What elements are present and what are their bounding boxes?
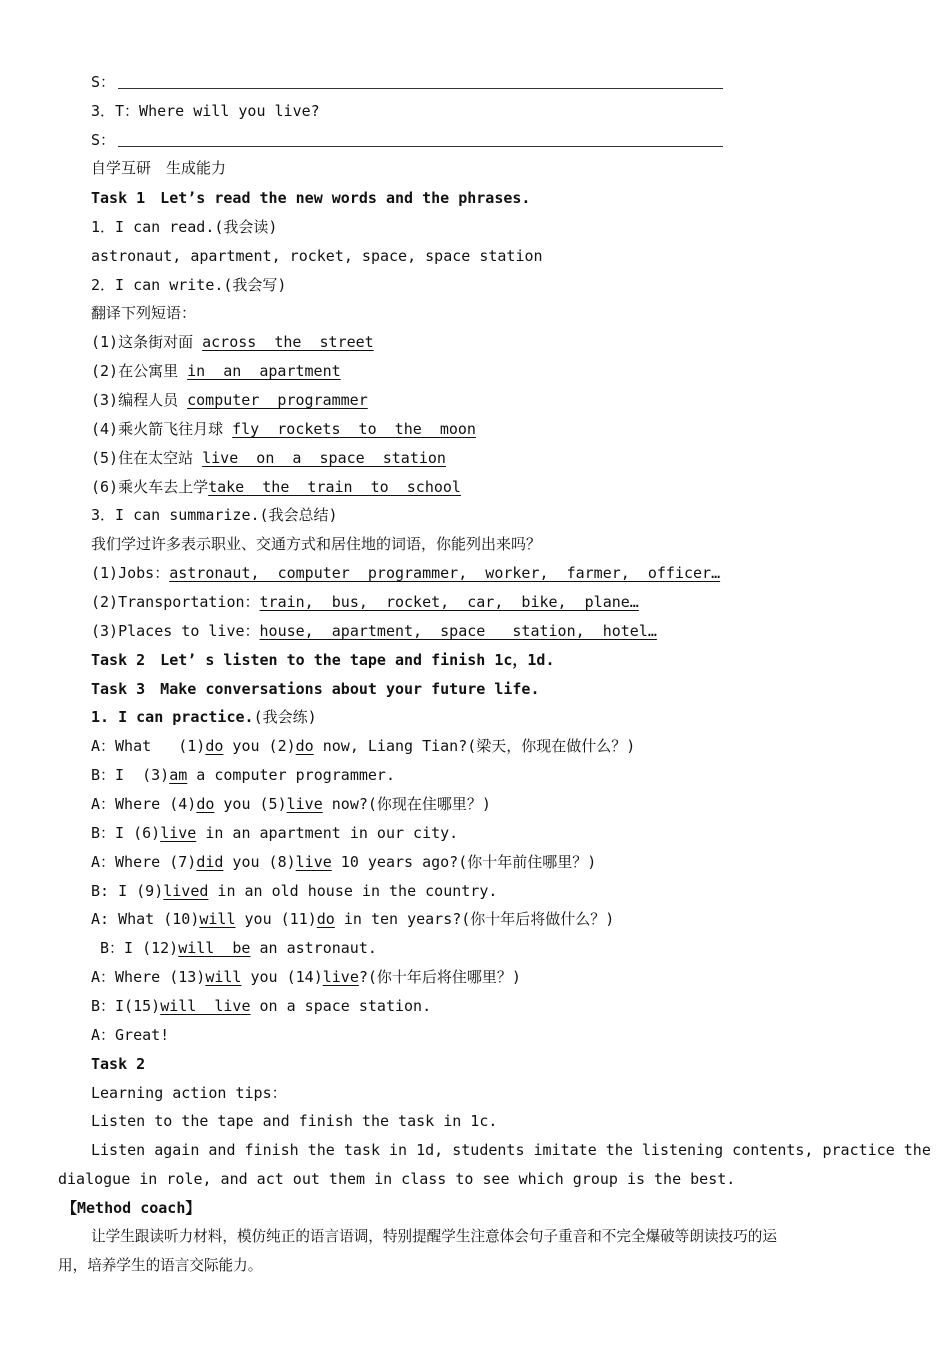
translate-instruction: 翻译下列短语： (91, 304, 197, 322)
task1-title: Task 1 Let’s read the new words and the phrases. (91, 189, 531, 207)
phrase-item (91, 330, 374, 354)
read-words: astronaut, apartment, rocket, space, space station (91, 247, 543, 265)
list-answer: house, apartment, space station, hotel… (259, 622, 657, 640)
practice-heading-en: 1. I can practice. (91, 708, 254, 726)
dialogue-answer: am (169, 766, 188, 784)
phrase-prompt: (5)住在太空站 (91, 449, 203, 467)
dialogue-text: now, Liang Tian?(梁天，你现在做什么？) (313, 737, 636, 755)
student-answer-label: S： (91, 73, 116, 91)
dialogue-line (91, 763, 395, 787)
dialogue-answer: live (160, 824, 197, 842)
section-title: 自学互研 生成能力 (91, 159, 227, 177)
summarize-question: 我们学过许多表示职业、交通方式和居住地的词语，你能列出来吗？ (91, 535, 542, 553)
dialogue-text: A：Where (4) (91, 795, 197, 813)
phrase-prompt: (2)在公寓里 (91, 362, 188, 380)
dialogue-text: ?(你十年后将住哪里？) (358, 968, 521, 986)
dialogue-answer: did (196, 853, 224, 871)
dialogue-line (91, 1023, 169, 1047)
dialogue-answer: will live (160, 997, 251, 1015)
phrase-prompt: (3)编程人员 (91, 391, 188, 409)
dialogue-text: you (8) (223, 853, 296, 871)
practice-heading (91, 705, 317, 729)
dialogue-text: A：Where (7) (91, 853, 197, 871)
dialogue-text: A：What (1) (91, 737, 206, 755)
dialogue-text: you (2) (223, 737, 296, 755)
answer-blank-line (118, 146, 723, 147)
method-coach-text: 用，培养学生的语言交际能力。 (58, 1257, 263, 1274)
method-coach-text: 让学生跟读听力材料，模仿纯正的语言语调，特别提醒学生注意体会句子重音和不完全爆破等朗读技巧的运 (91, 1228, 777, 1245)
dialogue-answer: live (286, 795, 323, 813)
phrase-prompt: (6)乘火车去上学 (91, 478, 209, 496)
dialogue-text: you (5) (214, 795, 287, 813)
tips-line: Listen again and finish the task in 1d, students imitate the listening contents, practice the (91, 1141, 931, 1159)
phrase-item (91, 417, 476, 441)
phrase-answer: take the train to school (208, 478, 461, 496)
task2-title: Task 2 Let’ s listen to the tape and finish 1c，1d. (91, 651, 555, 669)
dialogue-text: B：I(15) (91, 997, 161, 1015)
list-answer: train, bus, rocket, car, bike, plane… (259, 593, 639, 611)
phrase-prompt: (1)这条街对面 (91, 333, 203, 351)
list-prompt: (3)Places to live： (91, 622, 260, 640)
list-prompt: (2)Transportation： (91, 593, 260, 611)
list-item (91, 590, 639, 614)
dialogue-line (91, 792, 491, 816)
dialogue-answer: do (196, 795, 215, 813)
dialogue-text: B: I (9) (91, 882, 164, 900)
dialogue-answer: do (205, 737, 224, 755)
dialogue-answer: live (295, 853, 332, 871)
dialogue-answer: do (316, 910, 335, 928)
dialogue-answer: live (322, 968, 359, 986)
phrase-item (91, 388, 368, 412)
dialogue-line (91, 965, 521, 989)
dialogue-text: in an apartment in our city. (196, 824, 459, 842)
dialogue-text: A：Great! (91, 1026, 170, 1044)
dialogue-answer: will be (178, 939, 251, 957)
phrase-answer: across the street (202, 333, 374, 351)
read-heading: 1．I can read.(我会读) (91, 218, 278, 236)
dialogue-line (91, 734, 635, 758)
phrase-answer: live on a space station (202, 449, 446, 467)
phrase-item (91, 446, 446, 470)
dialogue-line (91, 879, 497, 903)
summarize-heading: 3．I can summarize.(我会总结) (91, 506, 338, 524)
list-item (91, 619, 657, 643)
dialogue-text: A：Where (13) (91, 968, 206, 986)
dialogue-text: in ten years?(你十年后将做什么？) (334, 910, 615, 928)
dialogue-line (100, 936, 377, 960)
list-prompt: (1)Jobs： (91, 564, 170, 582)
dialogue-answer: do (295, 737, 314, 755)
dialogue-text: you (11) (235, 910, 317, 928)
student-answer-label: S： (91, 131, 116, 149)
dialogue-line (91, 850, 596, 874)
practice-heading-cn: (我会练) (253, 708, 317, 726)
dialogue-text: B：I (3) (91, 766, 170, 784)
dialogue-text: on a space station. (250, 997, 432, 1015)
dialogue-answer: will (199, 910, 236, 928)
tips-task-label: Task 2 (91, 1055, 146, 1073)
phrase-answer: computer programmer (187, 391, 368, 409)
phrase-item (91, 475, 461, 499)
tips-line: dialogue in role, and act out them in class to see which group is the best. (58, 1170, 736, 1188)
dialogue-line (91, 994, 431, 1018)
dialogue-line (91, 821, 458, 845)
dialogue-text: 10 years ago?(你十年前住哪里？) (331, 853, 597, 871)
answer-blank-line (118, 88, 723, 89)
tips-line: Listen to the tape and finish the task in 1c. (91, 1112, 498, 1130)
dialogue-text: in an old house in the country. (208, 882, 498, 900)
task3-title: Task 3 Make conversations about your future life. (91, 680, 540, 698)
write-heading: 2．I can write.(我会写) (91, 276, 287, 294)
list-item (91, 561, 720, 585)
phrase-prompt: (4)乘火箭飞往月球 (91, 420, 233, 438)
dialogue-answer: lived (163, 882, 209, 900)
method-coach-heading: 【Method coach】 (62, 1199, 201, 1217)
phrase-answer: in an apartment (187, 362, 341, 380)
tips-heading: Learning action tips： (91, 1084, 287, 1102)
list-answer: astronaut, computer programmer, worker, farmer, officer… (169, 564, 721, 582)
dialogue-text: a computer programmer. (187, 766, 395, 784)
dialogue-text: you (14) (241, 968, 323, 986)
question-3: 3．T：Where will you live? (91, 102, 320, 120)
dialogue-text: B：I (6) (91, 824, 161, 842)
dialogue-answer: will (205, 968, 242, 986)
dialogue-line (91, 907, 614, 931)
dialogue-text: A: What (10) (91, 910, 200, 928)
dialogue-text: now?(你现在住哪里？) (322, 795, 491, 813)
phrase-answer: fly rockets to the moon (232, 420, 476, 438)
dialogue-text: B：I (12) (100, 939, 179, 957)
dialogue-text: an astronaut. (250, 939, 377, 957)
phrase-item (91, 359, 341, 383)
